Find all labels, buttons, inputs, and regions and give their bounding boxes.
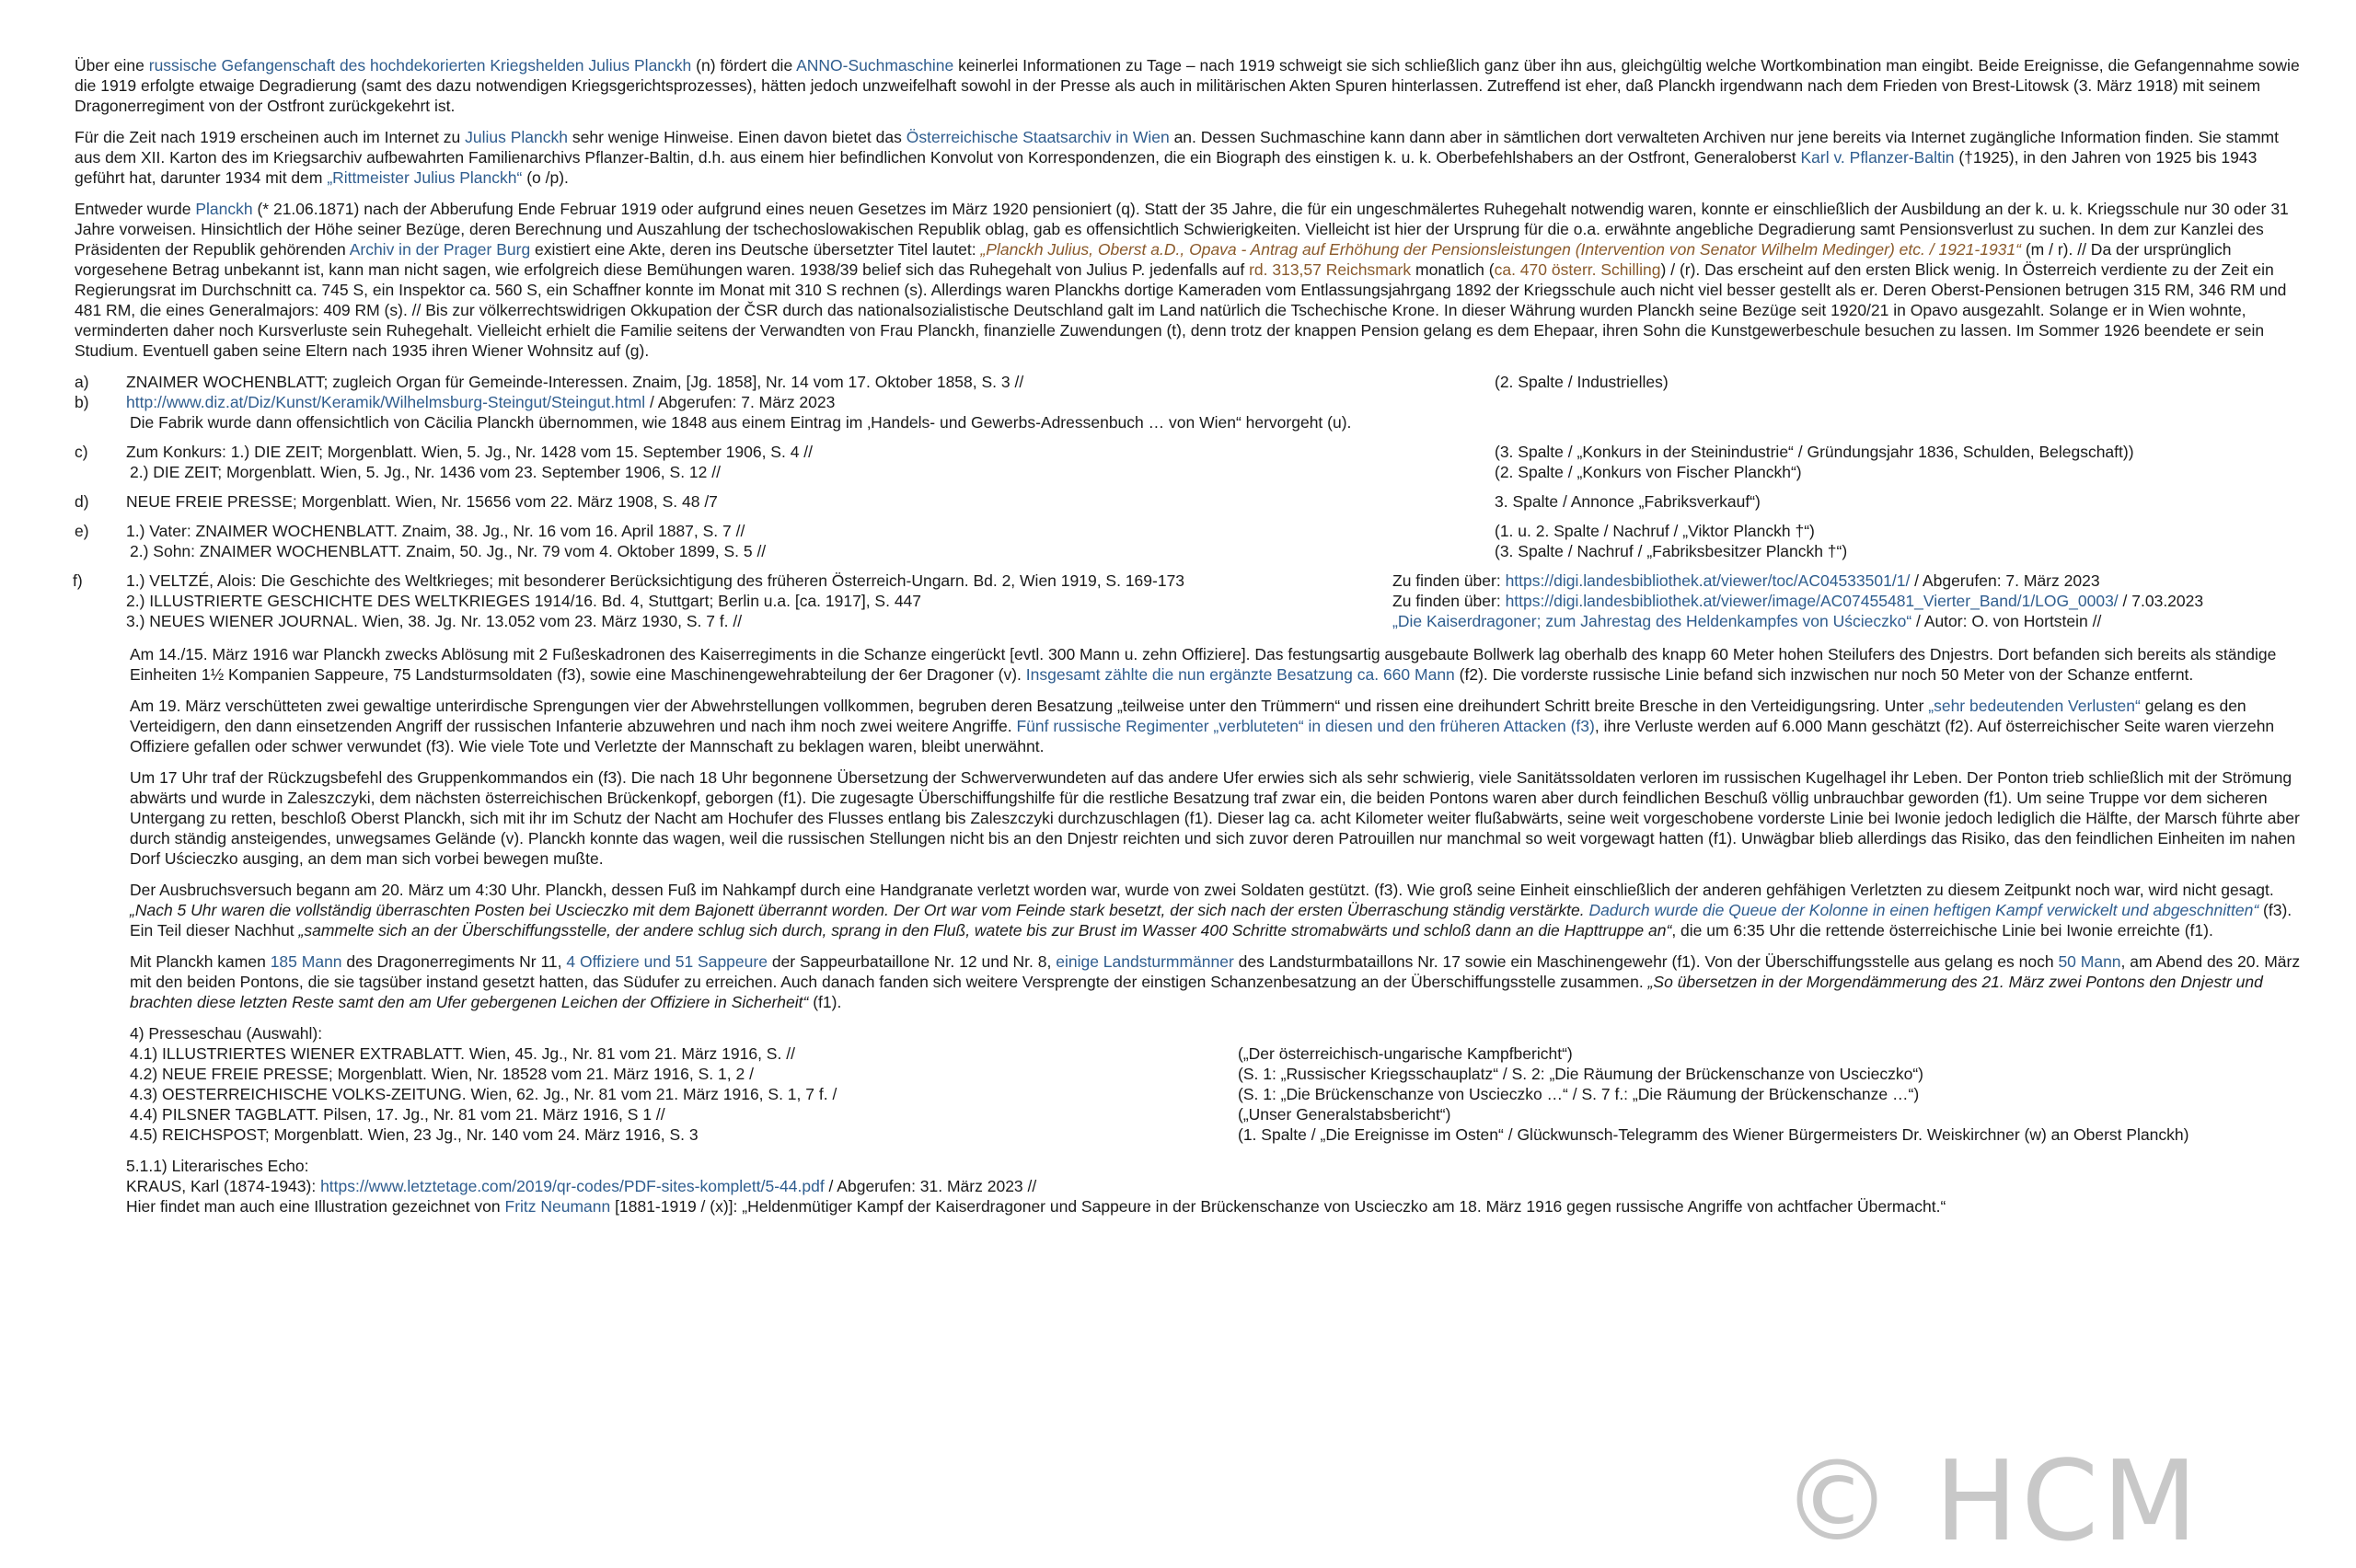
text: sehr wenige Hinweise. Einen davon bietet das bbox=[568, 128, 907, 146]
link-diz-steingut[interactable]: http://www.diz.at/Diz/Kunst/Keramik/Wilhelmsburg-Steingut/Steingut.html bbox=[126, 393, 646, 411]
text: , am Abend des 20. März mit den beiden Pontons, die sie tagsüber instand gesetzt hatten, das Südufer zu erreichen. Auch danach fanden sich weitere Versprengte der einstigen Schanzenbesatzung an der Überschiffungsstelle zusammen. bbox=[130, 952, 2301, 991]
press-source: 4.4) PILSNER TAGBLATT. Pilsen, 17. Jg., Nr. 81 vom 21. März 1916, S 1 // bbox=[130, 1105, 665, 1124]
text: (o /p). bbox=[522, 168, 569, 187]
text: der Sappeurbataillone Nr. 12 und Nr. 8, bbox=[767, 952, 1057, 971]
battle-narrative bbox=[75, 644, 2302, 1216]
text: Zu finden über: bbox=[1392, 592, 1506, 610]
reference-f-2 bbox=[75, 591, 2302, 611]
ref-key: c) bbox=[75, 443, 88, 461]
link-reichsmark[interactable]: rd. 313,57 Reichsmark bbox=[1249, 260, 1412, 279]
text: monatlich ( bbox=[1411, 260, 1495, 279]
reference-a bbox=[75, 372, 2302, 392]
ref-author: / Autor: O. von Hortstein // bbox=[1911, 612, 2102, 630]
ref-source: 2.) Sohn: ZNAIMER WOCHENBLATT. Znaim, 50. Jg., Nr. 79 vom 4. Oktober 1899, S. 5 // bbox=[130, 542, 767, 560]
link-landsturm[interactable]: einige Landsturmmänner bbox=[1056, 952, 1234, 971]
text: keinerlei Informationen zu Tage – nach 1919 schweigt sie sich schließlich ganz über ihn aus, gleichgültig welche Wortkombination man eingibt. Beide Ereignisse, die Gefangennahme sowie die 1919 erfolgte etwaige Degradierung (samt des dazu notwendigen Kriegsgerichtsprozesses), hätten jedoch unzweifelhaft sowohl in der Presse als auch in militärischen Akten Spuren hinterlassen. Zutreffend ist eher, daß Planckh irgendwann nach dem Frieden von Brest-Litowsk (3. März 1918) mit seinem Dragonerregiment von der Ostfront zurückgekehrt ist. bbox=[75, 56, 2300, 115]
paragraph-retreat bbox=[130, 767, 2302, 869]
link-garrison-660[interactable]: Insgesamt zählte die nun ergänzte Besatzung ca. 660 Mann bbox=[1025, 665, 1455, 684]
paragraph-survivors bbox=[130, 951, 2302, 1012]
text: Der Ausbruchsversuch begann am 20. März um 4:30 Uhr. Planckh, dessen Fuß im Nahkampf durch eine Handgranate verletzt worden war, wurde von zwei Soldaten gestützt. (f3). Wie groß seine Einheit einschließlich der anderen gehfähigen Verletzten zu diesem Zeitpunkt noch war, wird nicht gesagt. bbox=[130, 881, 2274, 899]
press-review-row bbox=[130, 1084, 2302, 1104]
press-source: 4.5) REICHSPOST; Morgenblatt. Wien, 23 Jg., Nr. 140 vom 24. März 1916, S. 3 bbox=[130, 1125, 699, 1144]
text: an. Dessen Suchmaschine kann dann aber in sämtlichen dort verwalteten Archiven nur jene bereits via Internet zugängliche Information finden. Sie stammt aus dem XII. Karton des im Kriegsarchiv aufbewahrten Familienarchivs Pflanzer-Baltin, d.h. aus einem hier befindlichen Konvolut von Korrespondenzen, die ein Biograph des einstigen k. u. k. Oberbefehlshabers an der Ostfront, Generaloberst bbox=[75, 128, 2279, 167]
press-review-row bbox=[130, 1043, 2302, 1064]
link-fritz-neumann[interactable]: Fritz Neumann bbox=[504, 1197, 611, 1216]
ref-accessed: / Abgerufen: 31. März 2023 // bbox=[824, 1177, 1037, 1195]
reference-e bbox=[75, 521, 2302, 541]
ref-key: f) bbox=[73, 571, 83, 590]
text: des Dragonerregiments Nr 11, bbox=[341, 952, 567, 971]
paragraph-russian-captivity bbox=[75, 55, 2302, 116]
press-note: („Der österreichisch-ungarische Kampfbericht“) bbox=[1238, 1044, 1573, 1063]
ref-source: 2.) ILLUSTRIERTE GESCHICHTE DES WELTKRIEGES 1914/16. Bd. 4, Stuttgart; Berlin u.a. [ca. 1917], S. 447 bbox=[126, 592, 922, 610]
reference-b-note bbox=[75, 412, 2302, 432]
link-schilling[interactable]: ca. 470 österr. Schilling bbox=[1494, 260, 1661, 279]
ref-note: 3. Spalte / Annonce „Fabriksverkauf“) bbox=[1495, 492, 1761, 511]
press-source: 4.3) OESTERREICHISCHE VOLKS-ZEITUNG. Wien, 62. Jg., Nr. 81 vom 21. März 1916, S. 1, 7 f. / bbox=[130, 1085, 837, 1103]
paragraph-pension bbox=[75, 199, 2302, 361]
ref-note: (2. Spalte / Industrielles) bbox=[1495, 373, 1669, 391]
press-review-row bbox=[130, 1124, 2302, 1145]
link-landesbibliothek-illustrierte[interactable]: https://digi.landesbibliothek.at/viewer/image/AC07455481_Vierter_Band/1/LOG_0003/ bbox=[1505, 592, 2119, 610]
quote: „So übersetzen in der Morgendämmerung des 21. März zwei Pontons den Dnjestr und brachten diese letzten Reste samt den am Ufer gebergenen Leichen der Offiziere in Sicherheit“ bbox=[130, 973, 2263, 1011]
text: (f3). Ein Teil dieser Nachhut bbox=[130, 901, 2292, 940]
copyright-watermark: © HCM bbox=[1782, 1438, 2201, 1566]
link-letztetage-pdf[interactable]: https://www.letztetage.com/2019/qr-codes/PDF-sites-komplett/5-44.pdf bbox=[320, 1177, 825, 1195]
press-source: 4.2) NEUE FREIE PRESSE; Morgenblatt. Wien, Nr. 18528 vom 21. März 1916, S. 1, 2 / bbox=[130, 1065, 754, 1083]
ref-accessed: / Abgerufen: 7. März 2023 bbox=[1910, 571, 2100, 590]
press-review-heading: 4) Presseschau (Auswahl): bbox=[130, 1024, 323, 1043]
reference-f bbox=[75, 571, 2302, 591]
link-kaiserdragoner-article[interactable]: „Die Kaiserdragoner; zum Jahrestag des Heldenkampfes von Uścieczko“ bbox=[1392, 612, 1912, 630]
press-review-row bbox=[130, 1104, 2302, 1124]
ref-accessed: / 7.03.2023 bbox=[2118, 592, 2204, 610]
ref-source: 3.) NEUES WIENER JOURNAL. Wien, 38. Jg. Nr. 13.052 vom 23. März 1930, S. 7 f. // bbox=[126, 612, 743, 630]
press-review-row bbox=[130, 1064, 2302, 1084]
archive-file-title[interactable]: „Planckh Julius, Oberst a.D., Opava - Antrag auf Erhöhung der Pensionsleistungen (Intervention von Senator Wilhelm Medinger) etc. / 1921-1931“ bbox=[980, 240, 2021, 259]
text: , die um 6:35 Uhr die rettende österreichische Linie bei Iwonie erreichte (f1). bbox=[1671, 921, 2213, 940]
literary-echo bbox=[126, 1156, 2302, 1216]
text: Am 14./15. März 1916 war Planckh zwecks Ablösung mit 2 Fußeskadronen des Kaiserregiments in die Schanze eingerückt [evtl. 300 Mann u. zehn Offiziere]. Das festungsartig ausgebaute Bollwerk lag oberhalb des knapp 60 Meter hohen Steilufers des Dnjestrs. Dort befanden sich bereits als ständige Einheiten 1½ Kompanien Sappeure, 75 Landsturmsoldaten (f3), sowie eine Maschinengewehrabteilung der 6er Dragoner (v). bbox=[130, 645, 2277, 684]
text: ) / (r). Das erscheint auf den ersten Blick wenig. In Österreich verdiente zu der Zeit ein Regierungsrat im Durchschnitt ca. 745 S, ein Inspektor ca. 560 S, ein Schaffner konnte im Monat mit 310 S rechnen (s). Allerdings waren Planckhs dortige Kameraden vom Entlassungsjahrgang 1892 der Kriegsschule auch nicht viel besser gestellt als er. Deren Oberst-Pensionen betrugen 315 RM, 346 RM und 481 RM, die eines Generalmajors: 409 RM (s). // Bis zur völkerrechtswidrigen Okkupation der ČSR durch das nationalsozialistische Deutschland galt im Land natürlich die Tschechische Krone. In dieser Währung wurden Planckh seine Bezüge seit 1920/21 in Opavo ausgezahlt. Solange er in Wien wohnte, verminderten daher noch Kursverluste sein Ruhegehalt. Vielleicht erhielt die Familie seitens der Verwandten von Frau Planckh, finanzielle Zuwendungen (t), denn trotz der knappen Pension gelang es dem Ehepaar, ihren Sohn die Kunstgewerbeschule besuchen zu lassen. Im Sommer 1926 beendete er sein Studium. Eventuell gaben seine Eltern nach 1935 ihren Wiener Wohnsitz auf (g). bbox=[75, 260, 2287, 360]
ref-source: NEUE FREIE PRESSE; Morgenblatt. Wien, Nr. 15656 vom 22. März 1908, S. 48 /7 bbox=[126, 492, 718, 511]
text: Mit Planckh kamen bbox=[130, 952, 271, 971]
text: , ihre Verluste werden auf 6.000 Mann geschätzt (f2). Auf österreichischer Seite waren vierzehn Offiziere gefallen oder schwer verwundet (f3). Wie viele Tote und Verletzte der Mannschaft zu beklagen waren, bleibt unerwähnt. bbox=[130, 717, 2275, 755]
text: existiert eine Akte, deren ins Deutsche übersetzter Titel lautet: bbox=[530, 240, 981, 259]
reference-c-2 bbox=[75, 462, 2302, 482]
link-anno-search[interactable]: ANNO-Suchmaschine bbox=[796, 56, 954, 75]
link-julius-planckh[interactable]: Julius Planckh bbox=[465, 128, 569, 146]
paragraph-explosions bbox=[130, 696, 2302, 756]
text: Am 19. März verschütteten zwei gewaltige unterirdische Sprengungen vier der Abwehrstellungen vollkommen, begruben deren Besatzung „teilweise unter den Trümmern“ und rissen eine dreihundert Schritt breite Bresche in den Verteidigungsring. Unter bbox=[130, 697, 1929, 715]
text: (f2). Die vorderste russische Linie befand sich inzwischen nur noch 50 Meter von der Schanze entfernt. bbox=[1454, 665, 2194, 684]
text: Zu finden über: bbox=[1392, 571, 1506, 590]
link-50-men[interactable]: 50 Mann bbox=[2058, 952, 2121, 971]
text: Über eine bbox=[75, 56, 149, 75]
ref-note: (2. Spalte / „Konkurs von Fischer Planckh“) bbox=[1495, 463, 1802, 481]
press-note: (1. Spalte / „Die Ereignisse im Osten“ / Glückwunsch-Telegramm des Wiener Bürgermeisters Dr. Weiskirchner (w) an Oberst Planckh) bbox=[1238, 1125, 2189, 1144]
paragraph-breakout bbox=[130, 880, 2302, 940]
text: (m / r). // Da der ursprünglich vorgesehene Betrag unbekannt ist, kann man nicht sagen, wie erfolgreich diese Bemühungen waren. 1938/39 belief sich das Ruhegehalt von Julius P. jedenfalls auf bbox=[75, 240, 2232, 279]
quote: „sammelte sich an der Überschiffungsstelle, der andere schlug sich durch, sprang in den Fluß, watete bis zur Brust im Wasser 400 Schritte stromabwärts und schloß dann an die Hapttruppe an“ bbox=[298, 921, 1672, 940]
ref-key: e) bbox=[75, 522, 89, 540]
ref-source: Zum Konkurs: 1.) DIE ZEIT; Morgenblatt. Wien, 5. Jg., Nr. 1428 vom 15. September 1906, S. 4 // bbox=[126, 443, 814, 461]
text: (* 21.06.1871) nach der Abberufung Ende Februar 1919 oder aufgrund eines neuen Gesetzes im März 1920 pensioniert (q). Statt der 35 Jahre, die für ein ungeschmälertes Ruhegehalt notwendig waren, konnte er einschließlich der Ausbildung an der k. u. k. Kriegsschule nur 30 oder 31 Jahre vorweisen. Hinsichtlich der Höhe seiner Bezüge, deren Berechnung und Auszahlung der tschechoslowakischen Republik oblag, gab es offensichtlich Schwierigkeiten. Vielleicht ist hier der Ursprung für die o.a. erwähnte angebliche Degradierung samt Pensionsverlust zu suchen. In dem zur Kanzlei des Präsidenten der Republik gehörenden bbox=[75, 200, 2289, 259]
link-prager-burg[interactable]: Archiv in der Prager Burg bbox=[349, 240, 531, 259]
link-heavy-losses[interactable]: „sehr bedeutenden Verlusten“ bbox=[1928, 697, 2141, 715]
ref-note: Die Fabrik wurde dann offensichtlich von Cäcilia Planckh übernommen, wie 1848 aus einem Eintrag im ‚Handels- und Gewerbs-Adressenbuch … von Wien“ hervorgeht (u). bbox=[130, 413, 1352, 432]
text: Entweder wurde bbox=[75, 200, 196, 218]
paragraph-fortress bbox=[130, 644, 2302, 685]
reference-f-3 bbox=[75, 611, 2302, 631]
literary-echo-heading: 5.1.1) Literarisches Echo: bbox=[126, 1157, 309, 1175]
press-note: (S. 1: „Die Brückenschanze von Uscieczko …“ / S. 7 f.: „Die Räumung der Brückenschanze …“) bbox=[1238, 1085, 1920, 1103]
text: Um 17 Uhr traf der Rückzugsbefehl des Gruppenkommandos ein (f3). Die nach 18 Uhr begonnene Übersetzung der Schwerverwundeten auf das andere Ufer erwies sich als sehr schwierig, viele Sanitätssoldaten verloren im russischen Kugelhagel ihr Leben. Der Ponton trieb schließlich mit der Strömung abwärts und wurde in Zaleszczyki, dem nächsten österreichischen Brückenkopf, geborgen (f1). Die zugesagte Überschiffungshilfe für die restliche Besatzung traf zwar ein, die beiden Pontons waren aber durch feindlichen Beschuß völlig unbrauchbar geworden (f1). Um seine Truppe vor dem sicheren Untergang zu retten, beschloß Oberst Planckh, sich mit ihr im Schutz der Nacht am Hochufer des Flusses entlang bis Zaleszczyki durchzuschlagen (f1). Dieser lag ca. acht Kilometer weiter flußabwärts, seine weit vorgeschobene vorderste Linie bei Iwonie jedoch lediglich die Hälfte, der Marsch führte aber durch ständig ansteigendes, unwegsames Gelände (v). Planckh konnte das wagen, weil die russischen Stellungen nicht bis an den Dnjestr reichten und sich zuvor deren Patrouillen nur manchmal so weit vorgewagt hatten (f1). Unwägbar blieb allerdings das Risiko, das den feindlichen Einheiten im nahen Dorf Uścieczko ausging, an dem man sich vorbei bewegen mußte. bbox=[130, 768, 2300, 868]
reference-c bbox=[75, 442, 2302, 462]
ref-source: 1.) Vater: ZNAIMER WOCHENBLATT. Znaim, 38. Jg., Nr. 16 vom 16. April 1887, S. 7 // bbox=[126, 522, 745, 540]
link-rittmeister[interactable]: „Rittmeister Julius Planckh“ bbox=[327, 168, 523, 187]
link-pflanzer-baltin[interactable]: Karl v. Pflanzer-Baltin bbox=[1800, 148, 1955, 167]
ref-key: a) bbox=[75, 373, 89, 391]
text: Für die Zeit nach 1919 erscheinen auch im Internet zu bbox=[75, 128, 466, 146]
references-list bbox=[75, 372, 2302, 631]
text: des Landsturmbataillons Nr. 17 sowie ein Maschinengewehr (f1). Von der Überschiffungsstelle aus gelang es noch bbox=[1233, 952, 2059, 971]
ref-source: 1.) VELTZÉ, Alois: Die Geschichte des Weltkrieges; mit besonderer Berücksichtigung des früheren Österreich-Ungarn. Bd. 2, Wien 1919, S. 169-173 bbox=[126, 571, 1185, 590]
ref-note: (3. Spalte / „Konkurs in der Steinindustrie“ / Gründungsjahr 1836, Schulden, Belegschaft)) bbox=[1495, 443, 2134, 461]
ref-source: ZNAIMER WOCHENBLATT; zugleich Organ für Gemeinde-Interessen. Znaim, [Jg. 1858], Nr. 14 vom 17. Oktober 1858, S. 3 // bbox=[126, 373, 1024, 391]
link-russian-captivity[interactable]: russische Gefangenschaft des hochdekorierten Kriegshelden Julius Planckh bbox=[148, 56, 692, 75]
link-planckh[interactable]: Planckh bbox=[195, 200, 253, 218]
press-note: (S. 1: „Russischer Kriegsschauplatz“ / S. 2: „Die Räumung der Brückenschanze von Uscieczko“) bbox=[1238, 1065, 1924, 1083]
press-note: („Unser Generalstabsbericht“) bbox=[1238, 1105, 1451, 1124]
link-landesbibliothek-veltze[interactable]: https://digi.landesbibliothek.at/viewer/toc/AC04533501/1/ bbox=[1505, 571, 1911, 590]
press-review bbox=[130, 1023, 2302, 1145]
text: gelang es den Verteidigern, den dann einsetzenden Angriff der russischen Infanterie abzuwehren und nach ihm noch zwei weitere Angriffe. bbox=[130, 697, 2246, 735]
document-body bbox=[75, 55, 2302, 1216]
link-officers-sappers[interactable]: 4 Offiziere und 51 Sappeure bbox=[566, 952, 768, 971]
paragraph-after-1919 bbox=[75, 127, 2302, 188]
reference-e-2 bbox=[75, 541, 2302, 561]
ref-note: (1. u. 2. Spalte / Nachruf / „Viktor Planckh †“) bbox=[1495, 522, 1815, 540]
link-185-men[interactable]: 185 Mann bbox=[270, 952, 342, 971]
ref-accessed: / Abgerufen: 7. März 2023 bbox=[645, 393, 836, 411]
text: (n) fördert die bbox=[691, 56, 797, 75]
text: (f1). bbox=[808, 993, 842, 1011]
text: [1881-1919 / (x)]: „Heldenmütiger Kampf der Kaiserdragoner und Sappeure in der Brückenschanze von Uscieczko am 18. März 1916 gegen russische Angriffe von achtfacher Übermacht.“ bbox=[610, 1197, 1946, 1216]
ref-key: b) bbox=[75, 393, 89, 411]
press-source: 4.1) ILLUSTRIERTES WIENER EXTRABLATT. Wien, 45. Jg., Nr. 81 vom 21. März 1916, S. // bbox=[130, 1044, 795, 1063]
reference-d bbox=[75, 491, 2302, 512]
link-russian-regiments[interactable]: Fünf russische Regimenter „verbluteten“ in diesen und den früheren Attacken (f3) bbox=[1016, 717, 1595, 735]
ref-note: (3. Spalte / Nachruf / „Fabriksbesitzer Planckh †“) bbox=[1495, 542, 1848, 560]
text: (†1925), in den Jahren von 1925 bis 1943 geführt hat, darunter 1934 mit dem bbox=[75, 148, 2258, 187]
ref-source: 2.) DIE ZEIT; Morgenblatt. Wien, 5. Jg., Nr. 1436 vom 23. September 1906, S. 12 // bbox=[130, 463, 721, 481]
reference-b bbox=[75, 392, 2302, 412]
link-staatsarchiv[interactable]: Österreichische Staatsarchiv in Wien bbox=[906, 128, 1170, 146]
ref-key: d) bbox=[75, 492, 89, 511]
quote: „Nach 5 Uhr waren die vollständig überraschten Posten bei Uscieczko mit dem Bajonett überrannt worden. Der Ort war vom Feinde stark besetzt, der sich nach der ersten Überraschung ständig verstärkte. bbox=[130, 901, 1585, 919]
link-rearguard[interactable]: Dadurch wurde die Queue der Kolonne in einen heftigen Kampf verwickelt und abgeschnitten“ bbox=[1584, 901, 2259, 919]
text: Hier findet man auch eine Illustration gezeichnet von bbox=[126, 1197, 505, 1216]
text: KRAUS, Karl (1874-1943): bbox=[126, 1177, 321, 1195]
